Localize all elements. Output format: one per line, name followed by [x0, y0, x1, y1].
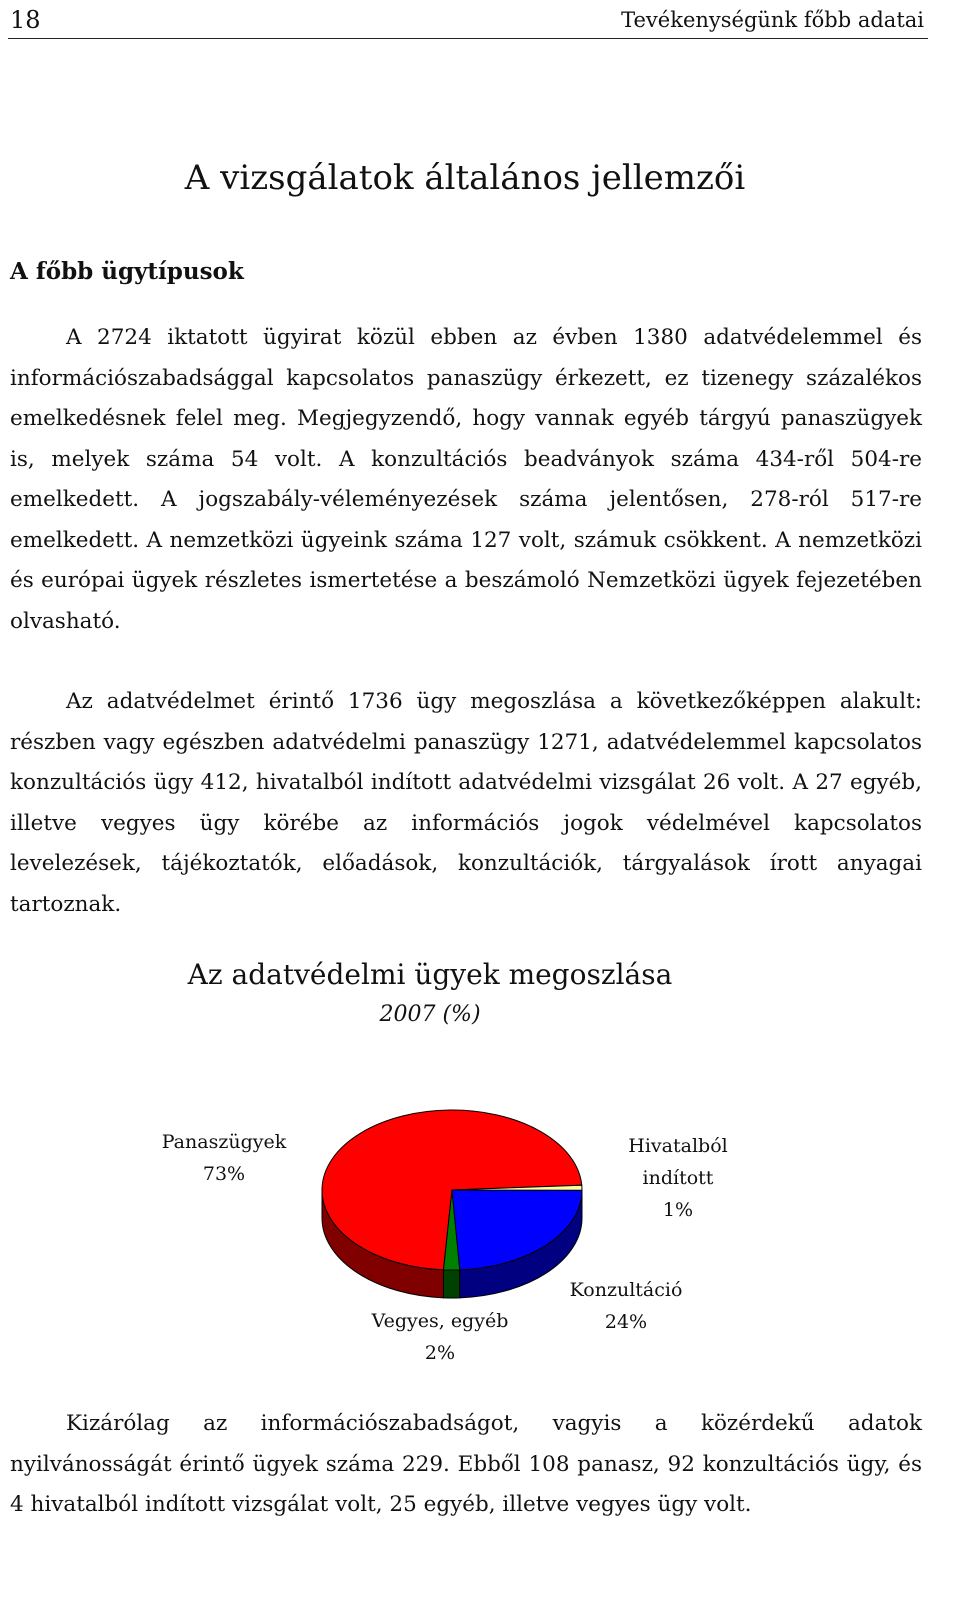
- pie-chart: [0, 1080, 960, 1380]
- pie-label-2-line-0: Konzultáció: [569, 1279, 683, 1301]
- chart-title: Az adatvédelmi ügyek megoszlása: [187, 958, 673, 991]
- pie-label-0-line-1: 73%: [202, 1163, 246, 1185]
- body-paragraph-1: A 2724 iktatott ügyirat közül ebben az évben 1380 adatvédelemmel és információszabadsággal kapcsolatos panaszügy érkezett, ez tizenegy százalékos emelkedésnek felel meg. Megjegyzendő, hogy vannak egyéb tárgyú panaszügyek is, melyek száma 54 volt. A konzultációs beadványok száma 434-ről 504-re emelkedett. A jogszabály-véleményezések száma jelentősen, 278-ról 517-re emelkedett. A nemzetközi ügyeink száma 127 volt, számuk csökkent. A nemzetközi és európai ügyek részletes ismertetése a beszámoló Nemzetközi ügyek fejezetében olvasható.: [10, 325, 922, 634]
- pie-label-3-line-1: 2%: [424, 1342, 456, 1364]
- body-paragraph-3: Kizárólag az információszabadságot, vagyis a közérdekű adatok nyilvánosságát érintő ügyek száma 229. Ebből 108 panasz, 92 konzultációs ügy, és 4 hivatalból indított vizsgálat volt, 25 egyéb, illetve vegyes ügy volt.: [10, 1411, 922, 1517]
- pie-side-3: [443, 1270, 459, 1298]
- running-title: Tevékenységünk főbb adatai: [621, 8, 924, 32]
- pie-tops: [322, 1110, 582, 1270]
- body-paragraph-2: Az adatvédelmet érintő 1736 ügy megoszlása a következőképpen alakult: részben vagy egészben adatvédelmi panaszügy 1271, adatvédelemmel kapcsolatos konzultációs ügy 412, hivatalból indított adatvédelmi vizsgálat 26 volt. A 27 egyéb, illetve vegyes ügy körébe az információs jogok védelmével kapcsolatos levelezések, tájékoztatók, előadások, konzultációk, tárgyalások írott anyagai tartoznak.: [10, 689, 922, 917]
- pie-label-3-line-0: Vegyes, egyéb: [371, 1310, 509, 1332]
- pie-label-1-line-0: Hivatalból: [628, 1135, 728, 1157]
- page-number: 18: [10, 6, 41, 34]
- pie-label-0-line-0: Panaszügyek: [161, 1131, 287, 1153]
- pie-label-1-line-2: 1%: [662, 1199, 694, 1221]
- pie-label-2-line-1: 24%: [604, 1311, 648, 1333]
- pie-label-1-line-1: indított: [642, 1167, 714, 1189]
- chart-subtitle: 2007 (%): [379, 1002, 481, 1027]
- subsection-title: A főbb ügytípusok: [10, 258, 244, 285]
- section-title: A vizsgálatok általános jellemzői: [184, 158, 746, 198]
- page-header: [8, 0, 928, 39]
